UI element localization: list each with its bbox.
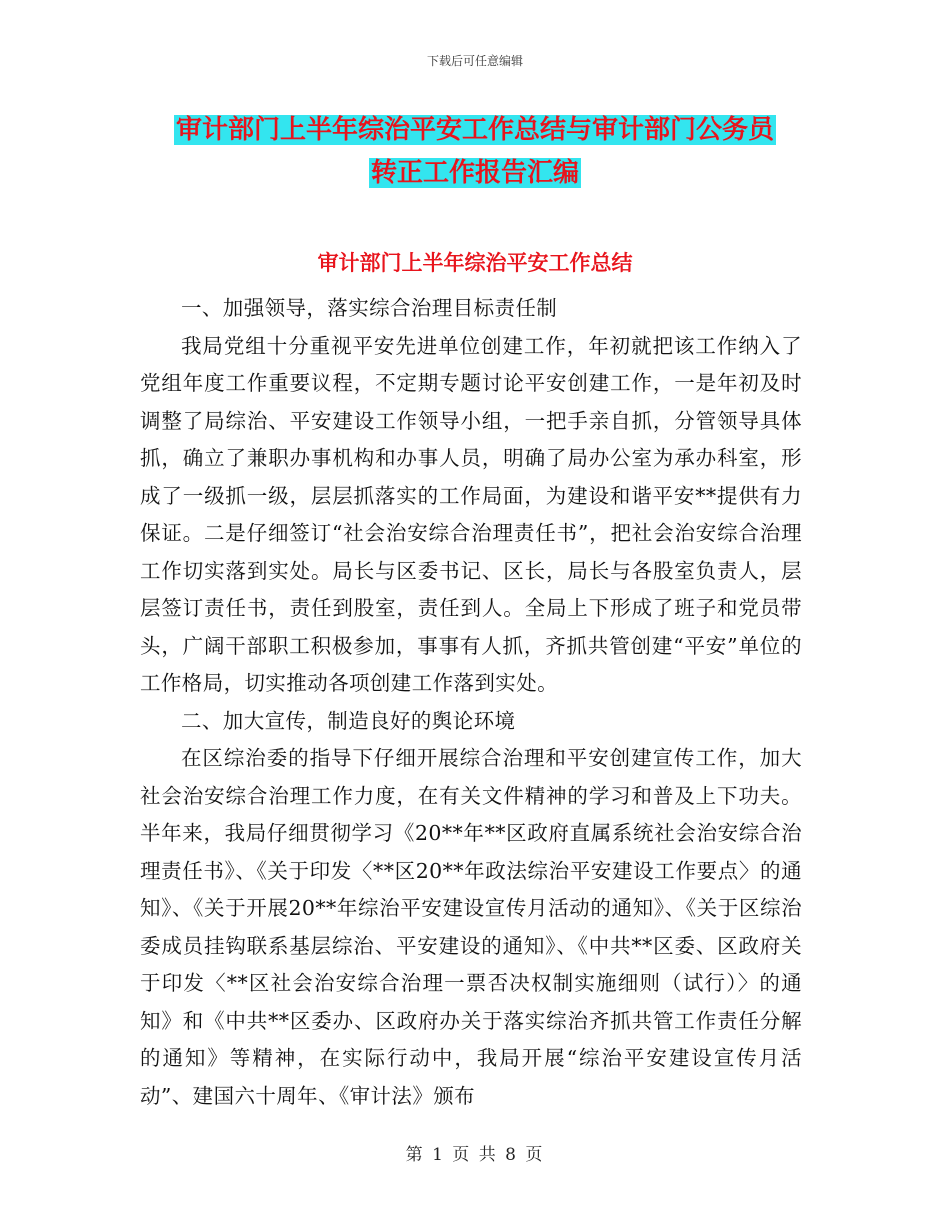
page-header-note: 下载后可任意编辑	[426, 54, 523, 68]
page-number: 第 1 页 共 8 页	[405, 1145, 545, 1165]
document-body	[140, 290, 802, 1115]
paragraph-1: 我局党组十分重视平安先进单位创建工作，年初就把该工作纳入了党组年度工作重要议程，不定期专题讨论平安创建工作，一是年初及时调整了局综治、平安建设工作领导小组，一把手亲自抓，分管领导具体抓，确立了兼职办事机构和办事人员，明确了局办公室为承办科室，形成了一级抓一级，层层抓落实的工作局面，为建设和谐平安**提供有力保证。二是仔细签订“社会治安综合治理责任书”，把社会治安综合治理工作切实落到实处。局长与区委书记、区长，局长与各股室负责人，层层签订责任书，责任到股室，责任到人。全局上下形成了班子和党员带头，广阔干部职工积极参加，事事有人抓，齐抓共管创建“平安”单位的工作格局，切实推动各项创建工作落到实处。	[140, 333, 802, 695]
section-heading: 审计部门上半年综治平安工作总结	[317, 251, 633, 275]
document-title-line-1-text: 审计部门上半年综治平安工作总结与审计部门公务员	[175, 115, 774, 145]
subheading-2: 二、加大宣传，制造良好的舆论环境	[181, 708, 516, 733]
document-title-line-2	[0, 153, 950, 193]
document-title-line-1	[0, 110, 950, 150]
subheading-1: 一、加强领导，落实综合治理目标责任制	[181, 296, 558, 320]
paragraph-2: 在区综治委的指导下仔细开展综合治理和平安创建宣传工作，加大社会治安综合治理工作力度，在有关文件精神的学习和普及上下功夫。半年来，我局仔细贯彻学习《20**年**区政府直属系统社会治安综合治理责任书》、《关于印发〈**区20**年政法综治平安建设工作要点〉的通知》、《关于开展20**年综治平安建设宣传月活动的通知》、《关于区综治委成员挂钩联系基层综治、平安建设的通知》、《中共**区委、区政府关于印发〈**区社会治安综合治理一票否决权制实施细则（试行）〉的通知》和《中共**区委办、区政府办关于落实综治齐抓共管工作责任分解的通知》等精神，在实际行动中，我局开展“综治平安建设宣传月活动”、建国六十周年、《审计法》颁布	[140, 746, 802, 1108]
document-title-line-2-text: 转正工作报告汇编	[370, 158, 579, 188]
